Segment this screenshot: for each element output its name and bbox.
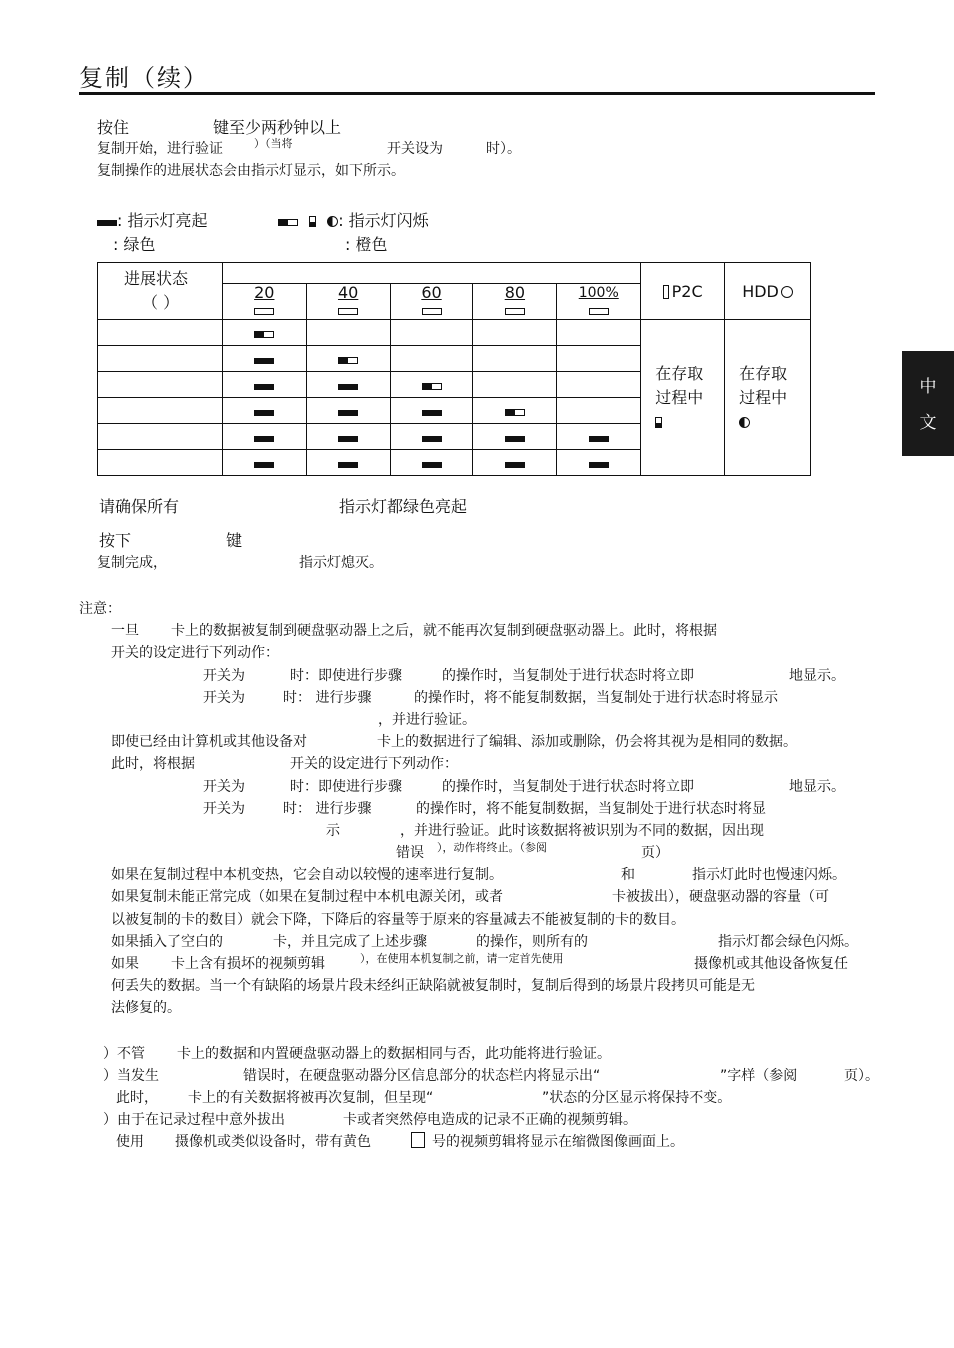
- notes-l8a: 开关为: [203, 779, 245, 795]
- notes-l14: 以被复制的卡的数目）就会下降，下降后的容量等于原来的容量减去不能被复制的卡的数目。: [111, 912, 685, 928]
- notes-l16b: 卡上含有损坏的视频剪辑: [171, 956, 325, 972]
- progress-row-label-cell: [98, 372, 223, 398]
- step2-text-b: 指示灯都绿色亮起: [339, 497, 468, 516]
- led-half-icon: [338, 357, 358, 364]
- led-half-icon: [254, 331, 274, 338]
- progress-row-label-cell: [98, 398, 223, 424]
- led-on-icon: [422, 462, 442, 468]
- footnote-1a: ）不管: [103, 1046, 145, 1062]
- pct-20-label: 20: [254, 283, 275, 302]
- notes-l15d: 指示灯都会绿色闪烁。: [718, 934, 858, 950]
- notes-l15b: 卡，并且完成了上述步骤: [273, 934, 427, 950]
- header-p2c-label: P2C: [671, 281, 703, 301]
- progress-cell: [557, 372, 641, 398]
- led-on-icon: [338, 384, 358, 390]
- half-circle-icon: [327, 216, 338, 227]
- pct-100-label: 100%: [578, 285, 619, 301]
- pct-60-label: 60: [421, 283, 442, 302]
- progress-cell: [390, 346, 473, 372]
- progress-cell: [557, 450, 641, 476]
- hdd-state-a: 在存取: [739, 363, 788, 383]
- notes-l11b: ），动作将终止。（参阅: [437, 841, 547, 854]
- pct-20-led-icon: [254, 308, 274, 315]
- notes-l9b: 时： 进行步骤: [283, 801, 372, 817]
- progress-cell: [557, 346, 641, 372]
- progress-cell: [557, 424, 641, 450]
- header-pct-80: [473, 284, 557, 320]
- notes-l8d: 地显示。: [789, 779, 845, 795]
- progress-cell: [473, 320, 557, 346]
- notes-l9c: 的操作时，将不能复制数据，当复制处于进行状态时将显: [416, 801, 766, 817]
- notes-l6b: 卡上的数据进行了编辑、添加或删除，仍会将其视为是相同的数据。: [377, 734, 797, 750]
- led-half-icon: [278, 219, 298, 226]
- led-on-icon: [422, 410, 442, 416]
- progress-cell: [222, 424, 306, 450]
- header-hdd: [725, 263, 811, 320]
- notes-l11a: 错误: [396, 845, 424, 861]
- legend-on-label: : 指示灯亮起: [117, 211, 208, 230]
- step1-line2: 复制操作的进展状态会由指示灯显示，如下所示。: [97, 163, 405, 179]
- led-on-icon: [589, 436, 609, 442]
- step3-line-a: 复制完成，: [97, 555, 167, 571]
- step1-heading-b: 键至少两秒钟以上: [213, 118, 342, 137]
- footnote-5b: 摄像机或类似设备时，带有黄色: [175, 1134, 371, 1150]
- p2c-state-cell: [641, 320, 725, 476]
- footnote-2c: ”字样（参阅: [720, 1068, 798, 1084]
- pct-80-led-icon: [505, 308, 525, 315]
- led-on-icon: [254, 462, 274, 468]
- led-on-icon: [97, 220, 117, 226]
- notes-l12a: 如果在复制过程中本机变热，它会自动以较慢的速率进行复制。: [111, 867, 503, 883]
- language-tab-char-1: 中: [919, 377, 937, 397]
- notes-l3b: 时：即使进行步骤: [290, 668, 402, 684]
- notes-l5: ，并进行验证。: [378, 712, 476, 728]
- title-rule: [79, 92, 875, 95]
- led-half-icon: [422, 383, 442, 390]
- step2-text-a: 请确保所有: [99, 497, 180, 516]
- notes-l7b: 开关的设定进行下列动作：: [290, 756, 458, 772]
- header-pct-40: [306, 284, 390, 320]
- footnote-3b: 卡上的有关数据将被再次复制，但呈现“: [188, 1090, 434, 1106]
- footnote-4a: ）由于在记录过程中意外拔出: [103, 1112, 285, 1128]
- progress-cell: [306, 346, 390, 372]
- notes-l2: 开关的设定进行下列动作：: [111, 645, 279, 661]
- notes-l16a: 如果: [111, 956, 139, 972]
- progress-row-label-cell: [98, 424, 223, 450]
- progress-row: [98, 320, 811, 346]
- notes-l8b: 时：即使进行步骤: [290, 779, 402, 795]
- p2c-icon: [663, 285, 669, 299]
- pct-80-label: 80: [504, 283, 526, 302]
- led-on-icon: [505, 462, 525, 468]
- hdd-state-b: 过程中: [739, 387, 788, 407]
- step3-heading-b: 键: [226, 531, 243, 550]
- progress-row-label-cell: [98, 346, 223, 372]
- yellow-mark-icon: [411, 1129, 425, 1148]
- led-on-icon: [338, 410, 358, 416]
- header-pct-20: [222, 284, 306, 320]
- progress-cell: [306, 398, 390, 424]
- notes-l15a: 如果插入了空白的: [111, 934, 223, 950]
- notes-l16c: ），在使用本机复制之前，请一定首先使用: [360, 952, 564, 965]
- progress-cell: [390, 320, 473, 346]
- footnote-2a: ）当发生: [103, 1068, 159, 1084]
- notes-l4c: 的操作时，将不能复制数据，当复制处于进行状态时将显示: [414, 690, 778, 706]
- header-percent-group: [222, 263, 640, 284]
- notes-title: 注意：: [79, 601, 121, 617]
- notes-l3d: 地显示。: [789, 668, 845, 684]
- progress-cell: [306, 450, 390, 476]
- footnote-5a: 使用: [116, 1134, 144, 1150]
- step1-line1-d: 时）。: [486, 141, 521, 157]
- hdd-circle-icon: [781, 286, 793, 298]
- led-on-icon: [254, 436, 274, 442]
- footnote-4b: 卡或者突然停电造成的记录不正确的视频剪辑。: [343, 1112, 637, 1128]
- notes-l11c: 页）: [641, 845, 669, 861]
- header-status: 进展状态: [124, 269, 189, 288]
- notes-l1a: 一旦: [111, 623, 139, 639]
- progress-row-label-cell: [98, 450, 223, 476]
- notes-l17: 何丢失的数据。当一个有缺陷的场景片段未经纠正缺陷就被复制时，复制后得到的场景片段拷贝可能是无: [111, 978, 755, 994]
- led-on-icon: [422, 436, 442, 442]
- notes-l12b: 和: [621, 867, 635, 883]
- led-on-icon: [254, 358, 274, 364]
- led-on-icon: [589, 462, 609, 468]
- progress-cell: [390, 372, 473, 398]
- led-on-icon: [254, 384, 274, 390]
- progress-cell: [390, 424, 473, 450]
- notes-l8c: 的操作时，当复制处于进行状态时将立即: [442, 779, 694, 795]
- progress-cell: [473, 346, 557, 372]
- progress-cell: [222, 372, 306, 398]
- legend-on-color: : 绿色: [113, 235, 156, 254]
- footnote-3a: 此时，: [116, 1090, 158, 1106]
- progress-cell: [390, 398, 473, 424]
- progress-row-label-cell: [98, 320, 223, 346]
- p2c-state-a: 在存取: [655, 363, 704, 383]
- header-pct-100: [557, 284, 641, 320]
- notes-l4b: 时： 进行步骤: [283, 690, 372, 706]
- header-paren: （ ）: [142, 293, 180, 312]
- device-led-icon: [309, 216, 316, 227]
- progress-cell: [306, 320, 390, 346]
- footnote-2b: 错误时，在硬盘驱动器分区信息部分的状态栏内将显示出“: [243, 1068, 601, 1084]
- step1-line1-a: 复制开始，进行验证: [97, 141, 223, 157]
- step1-line1-c: 开关设为: [387, 141, 443, 157]
- footnote-3c: ”状态的分区显示将保持不变。: [542, 1090, 732, 1106]
- progress-cell: [473, 398, 557, 424]
- led-on-icon: [254, 410, 274, 416]
- progress-cell: [473, 424, 557, 450]
- step3-heading-a: 按下: [99, 531, 132, 550]
- language-tab: [902, 351, 954, 456]
- notes-l10a: 示: [326, 823, 340, 839]
- legend-blink: [278, 208, 429, 231]
- legend-blink-label: : 指示灯闪烁: [338, 211, 429, 230]
- led-on-icon: [338, 462, 358, 468]
- progress-cell: [222, 398, 306, 424]
- notes-l6a: 即使已经由计算机或其他设备对: [111, 734, 307, 750]
- notes-l9a: 开关为: [203, 801, 245, 817]
- progress-cell: [473, 450, 557, 476]
- header-status-cell: [98, 263, 223, 320]
- progress-table: [97, 262, 811, 476]
- progress-cell: [557, 398, 641, 424]
- progress-cell: [306, 424, 390, 450]
- notes-l3c: 的操作时，当复制处于进行状态时将立即: [442, 668, 694, 684]
- notes-l13a: 如果复制未能正常完成（如果在复制过程中本机电源关闭，或者: [111, 889, 503, 905]
- step3-line-b: 指示灯熄灭。: [299, 555, 383, 571]
- legend-on: [97, 208, 207, 231]
- page-title: 复制（续）: [79, 64, 209, 92]
- progress-cell: [473, 372, 557, 398]
- header-p2c: [641, 263, 725, 320]
- language-tab-char-2: 文: [919, 413, 937, 433]
- progress-cell: [557, 320, 641, 346]
- notes-l4a: 开关为: [203, 690, 245, 706]
- pct-60-led-icon: [422, 308, 442, 315]
- legend-blink-color: : 橙色: [345, 235, 388, 254]
- half-circle-icon: [739, 417, 750, 428]
- footnote-1b: 卡上的数据和内置硬盘驱动器上的数据相同与否，此功能将进行验证。: [177, 1046, 611, 1062]
- notes-l7a: 此时，将根据: [111, 756, 195, 772]
- header-hdd-label: HDD: [742, 281, 779, 301]
- notes-l13b: 卡被拔出），硬盘驱动器的容量（可: [612, 889, 829, 905]
- pct-40-led-icon: [338, 308, 358, 315]
- notes-l3a: 开关为: [203, 668, 245, 684]
- notes-l10b: ，并进行验证。此时该数据将被识别为不同的数据，因出现: [400, 823, 764, 839]
- step1-line1-b: ）（当将: [254, 137, 293, 150]
- notes-l16d: 摄像机或其他设备恢复任: [694, 956, 848, 972]
- notes-l18: 法修复的。: [111, 1000, 181, 1016]
- header-pct-60: [390, 284, 473, 320]
- led-on-icon: [338, 436, 358, 442]
- step1-heading-a: 按住: [97, 118, 130, 137]
- p2c-state-b: 过程中: [655, 387, 704, 407]
- notes-l1b: 卡上的数据被复制到硬盘驱动器上之后，就不能再次复制到硬盘驱动器上。此时，将根据: [171, 623, 717, 639]
- notes-l15c: 的操作，则所有的: [476, 934, 588, 950]
- pct-40-label: 40: [337, 283, 359, 302]
- progress-cell: [306, 372, 390, 398]
- hdd-state-cell: [725, 320, 811, 476]
- pct-100-led-icon: [589, 308, 609, 315]
- footnote-5c: 号的视频剪辑将显示在缩微图像画面上。: [432, 1134, 684, 1150]
- progress-cell: [222, 450, 306, 476]
- footnote-2d: 页）。: [844, 1068, 879, 1084]
- notes-l12c: 指示灯此时也慢速闪烁。: [692, 867, 846, 883]
- progress-cell: [222, 320, 306, 346]
- progress-cell: [222, 346, 306, 372]
- device-led-icon: [655, 417, 662, 428]
- led-on-icon: [505, 436, 525, 442]
- progress-cell: [390, 450, 473, 476]
- led-half-icon: [505, 409, 525, 416]
